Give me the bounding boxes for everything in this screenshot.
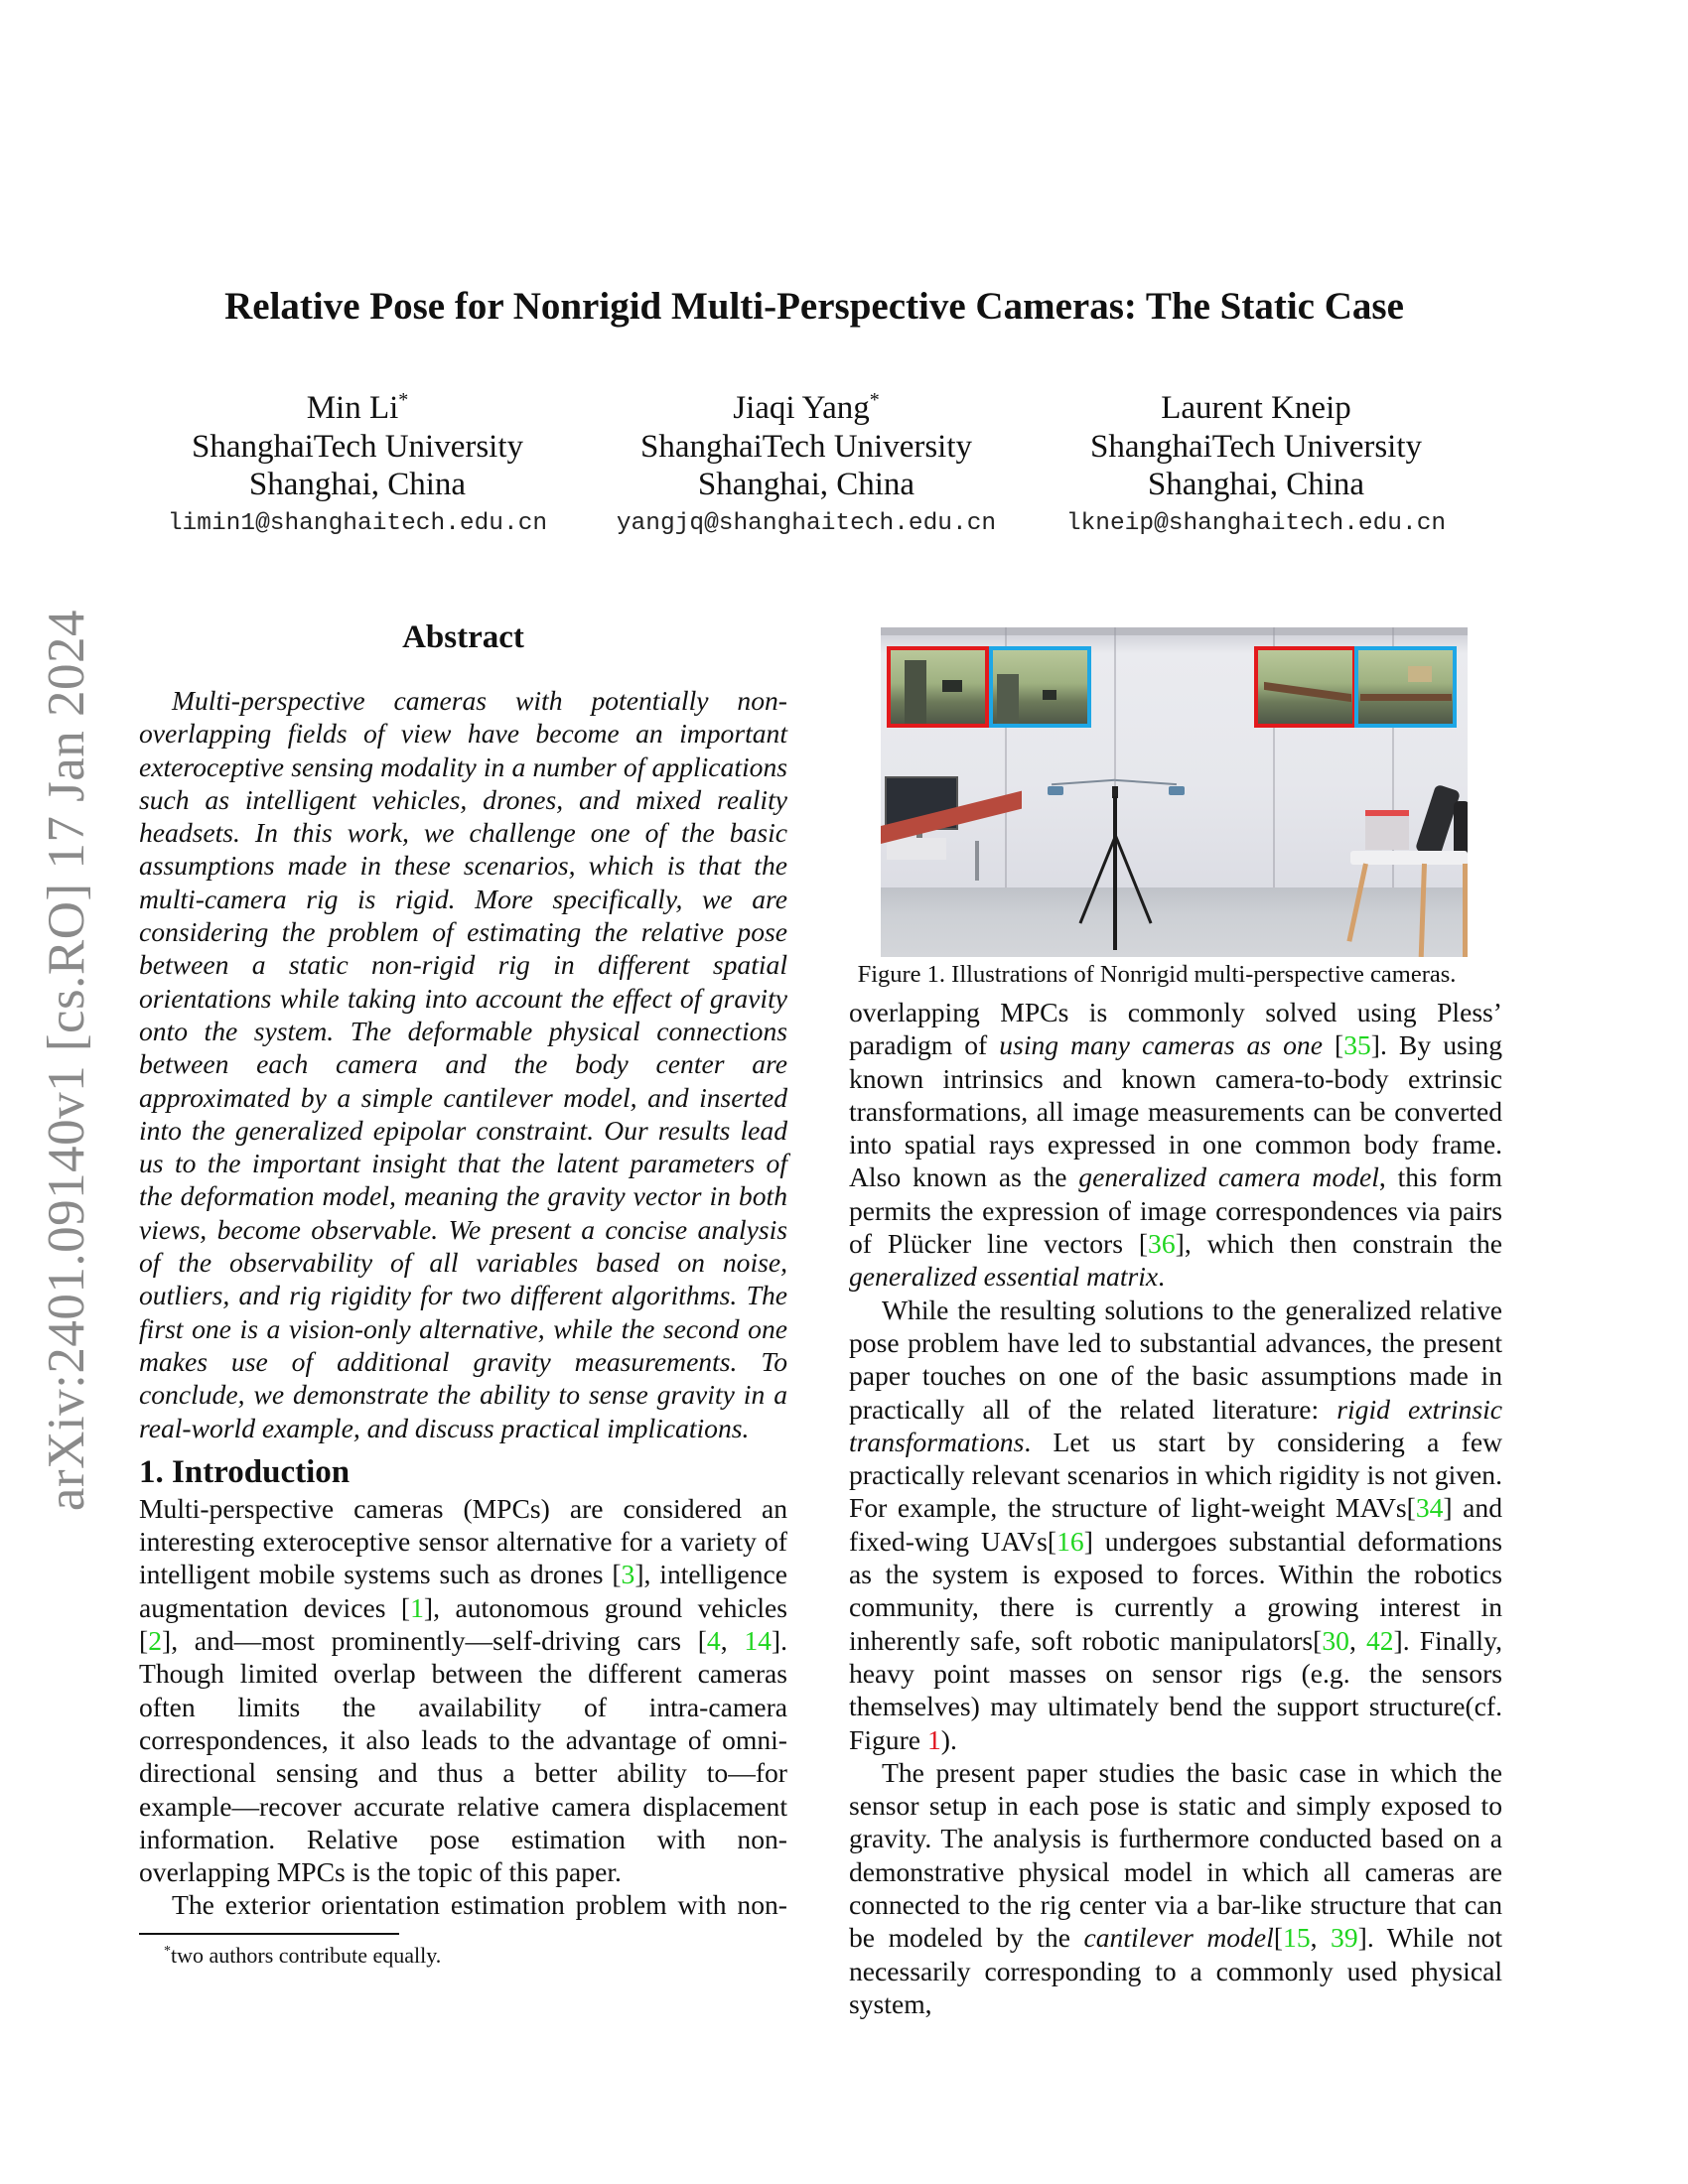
inset-view-left-red bbox=[887, 646, 989, 728]
desk-items bbox=[887, 838, 946, 860]
boxed-item bbox=[1365, 810, 1409, 850]
shelf bbox=[905, 660, 926, 724]
board bbox=[1408, 666, 1432, 682]
author-name: Jiaqi Yang bbox=[733, 390, 870, 426]
table-leg bbox=[1463, 864, 1468, 957]
author-email[interactable]: limin1@shanghaitech.edu.cn bbox=[167, 509, 548, 537]
floor bbox=[881, 887, 1468, 957]
author-location: Shanghai, China bbox=[248, 467, 467, 502]
citation-link[interactable]: 35 bbox=[1343, 1029, 1371, 1061]
text: overlapping MPCs is commonly solved using Pless’ paradigm of bbox=[849, 997, 1502, 1061]
author-location: Shanghai, China bbox=[1147, 467, 1365, 502]
citation-link[interactable]: 4 bbox=[706, 1625, 721, 1657]
left-column bbox=[139, 617, 787, 1922]
author-affiliation: ShanghaiTech University bbox=[1089, 428, 1423, 465]
author-name: Laurent Kneip bbox=[1161, 390, 1351, 426]
author-block-2 bbox=[578, 389, 1035, 544]
intro-paragraph-4 bbox=[849, 1756, 1502, 2020]
right-column bbox=[849, 996, 1502, 2020]
text: , this form permits the expression of image correspondences via pairs of Plücker line vectors [ bbox=[849, 1161, 1502, 1260]
text: [ bbox=[1322, 1029, 1344, 1061]
abstract-text: Multi-perspective cameras with potentially non-overlapping fields of view have become an important exteroceptive sensing modality in a number of applications such as intelligent vehicles, drones, and mixed reality headsets. In this work, we challenge one of the basic assumptions made in these scenarios, which is that the multi-camera rig is rigid. More specifically, we are considering the problem of estimating the relative pose between a static non-rigid rig in different spatial orientations while taking into account the effect of gravity onto the system. The deformable physical connections between each camera and the body center are approximated by a simple cantilever model, and inserted into the generalized epipolar constraint. Our results lead us to the important insight that the latent parameters of the deformation model, meaning the gravity vector in both views, become observable. We present a concise analysis of the observability of all variables based on noise, outliers, and rig rigidity for two different algorithms. The first one is a vision-only alternative, while the second one makes use of additional gravity measurements. To conclude, we demonstrate the ability to sense gravity in a real-world example, and discuss practical implications. bbox=[139, 685, 787, 1443]
citation-link[interactable]: 39 bbox=[1331, 1922, 1358, 1954]
emphasis: rigid extrinsic transformations bbox=[849, 1393, 1502, 1457]
text: ). bbox=[940, 1723, 957, 1755]
author-email[interactable]: lkneip@shanghaitech.edu.cn bbox=[1065, 509, 1447, 537]
intro-paragraph-3 bbox=[849, 1294, 1502, 1756]
paper-title: Relative Pose for Nonrigid Multi-Perspective Cameras: The Static Case bbox=[224, 285, 1404, 328]
citation-link[interactable]: 15 bbox=[1283, 1922, 1311, 1954]
rig-camera-left bbox=[1048, 786, 1063, 795]
text: ]. Though limited overlap between the different cameras often limits the availability of intra-camera correspondences, it also leads to the advantage of omni-directional sensing and thus a better ability to—for example—recover accurate relative camera displacement information. Relative pose estimation with non-overlapping MPCs is the topic of this paper. bbox=[139, 1625, 788, 1888]
text: , bbox=[720, 1625, 745, 1657]
text: ] undergoes substantial deformations as the system is exposed to forces. Within the robotics community, there is currently a growing interest in inherently safe, soft robotic manipulators[ bbox=[849, 1525, 1502, 1656]
abstract-heading: Abstract bbox=[402, 619, 524, 655]
ceiling-track bbox=[881, 627, 1468, 635]
text: , bbox=[1348, 1624, 1366, 1656]
desk-leg bbox=[975, 841, 979, 881]
rig-camera-right bbox=[1169, 786, 1185, 795]
author-name: Min Li bbox=[306, 390, 399, 426]
text: , bbox=[1310, 1922, 1332, 1954]
text: The present paper studies the basic case in which the sensor setup in each pose is static and simply exposed to gravity. The analysis is furthermore conducted based on a demonstrative physical model in which all cameras are connected to the rig center via a bar-like structure that can be modeled by the bbox=[849, 1756, 1502, 1954]
monitor bbox=[1043, 690, 1056, 700]
inset-view-left-blue bbox=[989, 646, 1091, 728]
text: ] and fixed-wing UAVs[ bbox=[849, 1492, 1502, 1557]
arxiv-stamp: arXiv:2401.09140v1 [cs.RO] 17 Jan 2024 bbox=[38, 609, 95, 1512]
intro-paragraph-2-continued bbox=[849, 996, 1502, 1294]
citation-link[interactable]: 1 bbox=[410, 1591, 424, 1623]
citation-link[interactable]: 14 bbox=[744, 1625, 772, 1657]
text: [ bbox=[1273, 1922, 1284, 1954]
emphasis: generalized camera model bbox=[1078, 1161, 1379, 1193]
citation-link[interactable]: 3 bbox=[621, 1559, 635, 1590]
equal-contribution-mark: * bbox=[869, 389, 880, 411]
inset-view-right-red bbox=[1254, 646, 1356, 728]
citation-link[interactable]: 34 bbox=[1415, 1492, 1444, 1524]
text: ]. By using known intrinsics and known camera-to-body extrinsic transformations, all image measurements can be converted into spatial rays expressed in one common body frame. Also known as the bbox=[849, 1029, 1502, 1193]
author-affiliation: ShanghaiTech University bbox=[191, 428, 524, 465]
figure-1-photo bbox=[881, 627, 1468, 957]
robot-arm-base bbox=[1454, 801, 1468, 857]
footnote bbox=[164, 1943, 441, 1969]
intro-paragraph-2-start: The exterior orientation estimation problem with non- bbox=[172, 1889, 787, 1921]
inset-view-right-blue bbox=[1354, 646, 1457, 728]
figure-reference-link[interactable]: 1 bbox=[926, 1723, 941, 1755]
table bbox=[1360, 694, 1452, 701]
text: ]. Finally, heavy point masses on sensor rigs (e.g. the sensors themselves) may ultimately bend the support structure(cf. Figure bbox=[849, 1624, 1502, 1755]
citation-link[interactable]: 16 bbox=[1056, 1525, 1084, 1557]
text: . bbox=[1158, 1261, 1166, 1293]
text: ], autonomous ground vehicles [ bbox=[139, 1591, 787, 1657]
equal-contribution-mark: * bbox=[398, 389, 409, 411]
footnote-text: two authors contribute equally. bbox=[171, 1943, 442, 1968]
emphasis: generalized essential matrix bbox=[849, 1261, 1159, 1293]
intro-paragraph-1 bbox=[139, 1492, 787, 1889]
citation-link[interactable]: 36 bbox=[1148, 1228, 1176, 1260]
citation-link[interactable]: 2 bbox=[148, 1625, 162, 1657]
emphasis: using many cameras as one bbox=[999, 1029, 1323, 1061]
emphasis: cantilever model bbox=[1083, 1922, 1274, 1954]
citation-link[interactable]: 42 bbox=[1365, 1624, 1394, 1656]
monitor bbox=[942, 680, 962, 692]
author-location: Shanghai, China bbox=[697, 467, 915, 502]
figure-1-caption: Figure 1. Illustrations of Nonrigid multi-perspective cameras. bbox=[857, 961, 1457, 988]
citation-link[interactable]: 30 bbox=[1322, 1624, 1349, 1656]
text: ], which then constrain the bbox=[1175, 1228, 1503, 1260]
text: ], and—most prominently—self-driving cars [ bbox=[162, 1625, 707, 1657]
tripod-pole bbox=[1113, 796, 1117, 950]
author-block-3 bbox=[1028, 389, 1484, 544]
text: ]. While not necessarily corresponding to a commonly used physical system, bbox=[849, 1922, 1502, 2019]
shelf bbox=[997, 674, 1019, 724]
author-block-1 bbox=[129, 389, 586, 544]
text: While the resulting solutions to the generalized relative pose problem have led to substantial advances, the present paper touches on one of the basic assumptions made in practically all of the related literature: bbox=[849, 1294, 1502, 1425]
footnote-rule bbox=[139, 1933, 399, 1935]
author-email[interactable]: yangjq@shanghaitech.edu.cn bbox=[616, 509, 997, 537]
text: . Let us start by considering a few practically relevant scenarios in which rigidity is not given. For example, the structure of light-weight MAVs[ bbox=[849, 1426, 1502, 1524]
section-heading-introduction: 1. Introduction bbox=[139, 1453, 351, 1490]
text: Multi-perspective cameras (MPCs) are considered an interesting exteroceptive sensor alternative for a variety of intelligent mobile systems such as drones [ bbox=[139, 1492, 787, 1590]
text: ], intelligence augmentation devices [ bbox=[139, 1559, 787, 1623]
white-table bbox=[1350, 851, 1468, 865]
footnote-mark: * bbox=[164, 1944, 171, 1959]
author-affiliation: ShanghaiTech University bbox=[639, 428, 973, 465]
table bbox=[1264, 682, 1351, 702]
